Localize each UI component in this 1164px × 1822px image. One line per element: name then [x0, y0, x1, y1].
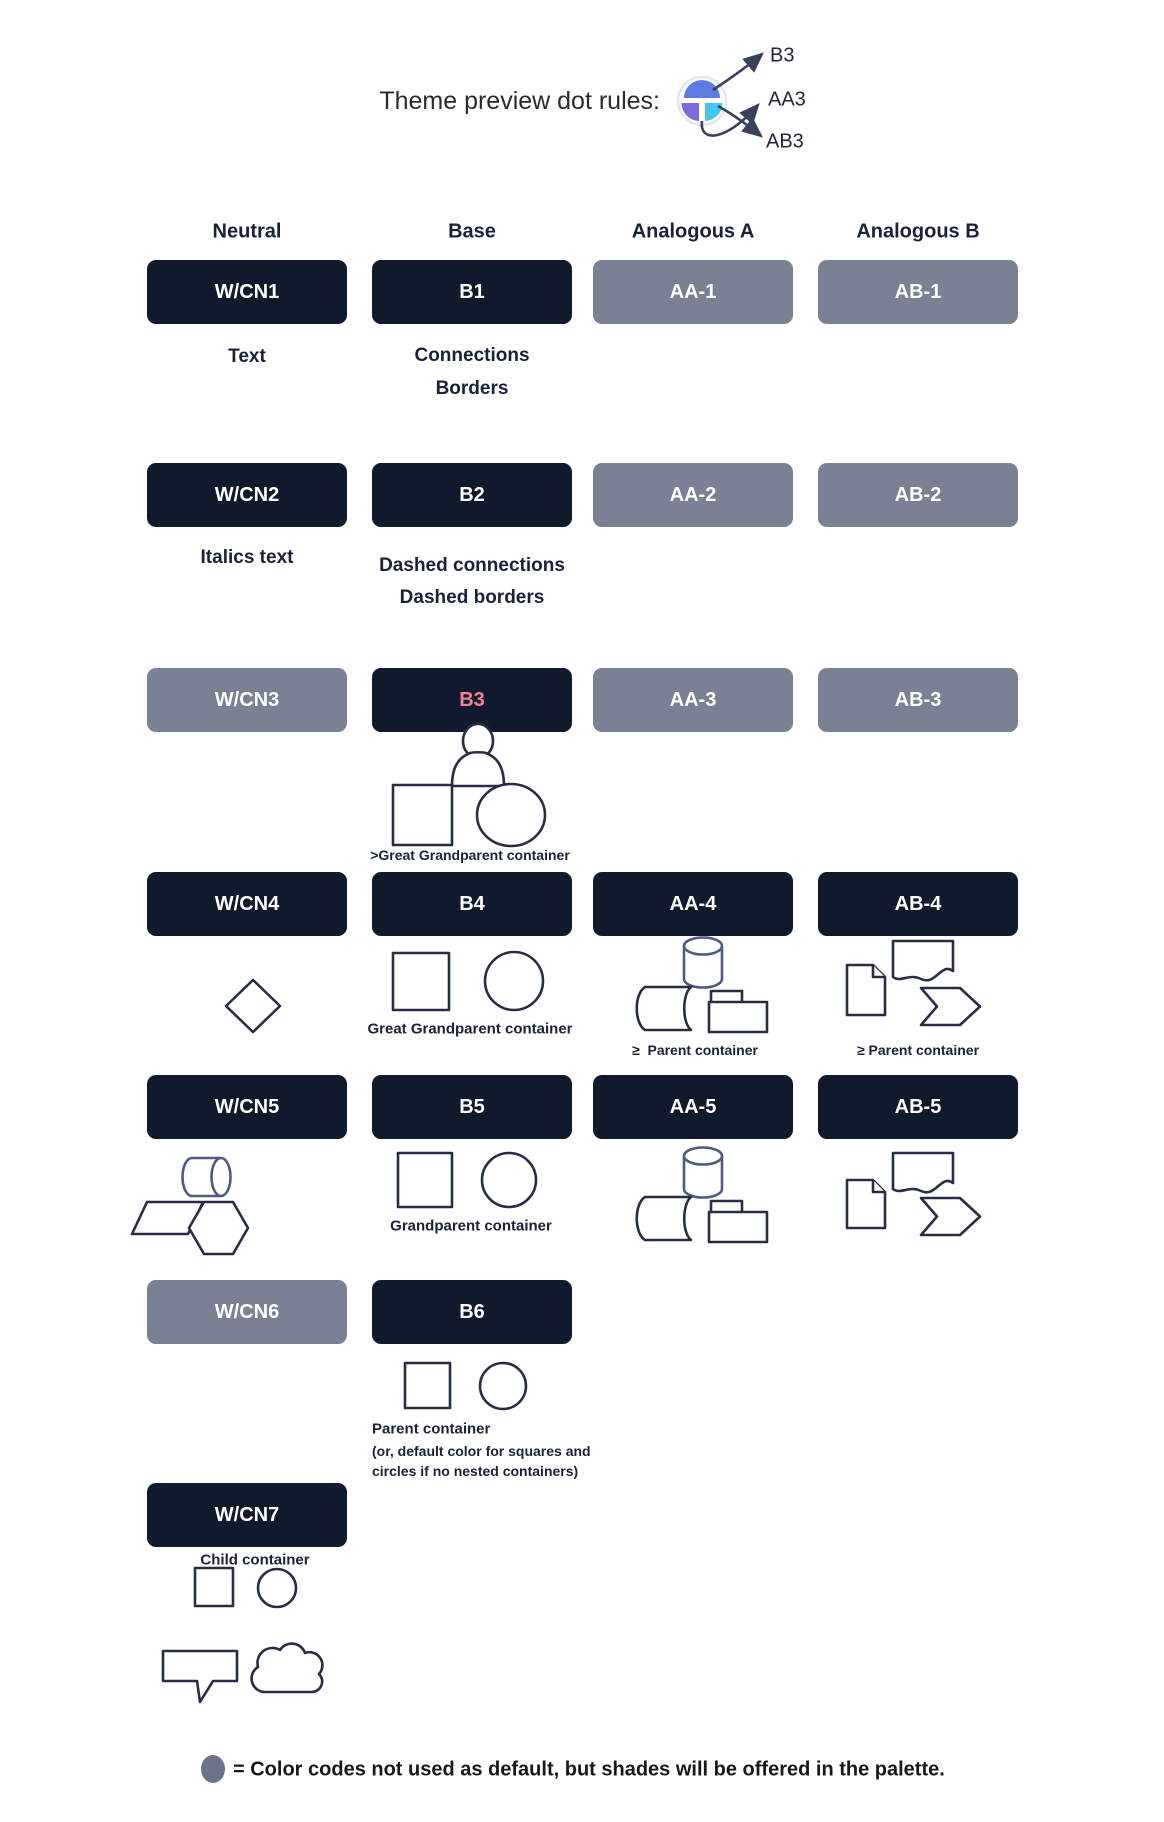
pill-b6: B6 [372, 1280, 572, 1344]
caption-child: Child container [200, 1551, 310, 1569]
pill-ab2: AB-2 [818, 463, 1018, 527]
theme-preview-dot-icon [678, 77, 726, 125]
pill-wcn7: W/CN7 [147, 1483, 347, 1547]
square-shape [405, 1363, 450, 1408]
caption-parent-sub2: circles if no nested containers) [372, 1463, 579, 1479]
note-fold-icon [873, 965, 885, 977]
ab5-shape-group [847, 1153, 980, 1235]
person-body-icon [452, 752, 504, 786]
caption-gte-parent-aa: ≥ Parent container [632, 1042, 758, 1058]
pill-wcn1: W/CN1 [147, 260, 347, 324]
pill-wcn2: W/CN2 [147, 463, 347, 527]
pill-aa2: AA-2 [593, 463, 793, 527]
legend-gray-dot-icon [201, 1755, 225, 1783]
pill-aa4: AA-4 [593, 872, 793, 936]
circle-shape [482, 1153, 536, 1207]
dot-rule-label-b3: B3 [770, 44, 795, 67]
pill-ab4: AB-4 [818, 872, 1018, 936]
note-text: Text [228, 346, 266, 367]
pill-wcn4: W/CN4 [147, 872, 347, 936]
pill-ab3: AB-3 [818, 668, 1018, 732]
caption-parent: Parent container [372, 1420, 491, 1438]
square-shape [195, 1568, 233, 1606]
aa5-shape-group [637, 1148, 767, 1243]
chevron-icon [921, 988, 980, 1025]
cylinder-top-icon [684, 1148, 722, 1165]
cloud-icon [252, 1644, 323, 1692]
pill-ab1: AB-1 [818, 260, 1018, 324]
pill-aa3: AA-3 [593, 668, 793, 732]
note-italics-text: Italics text [200, 547, 294, 568]
ellipse-shape [477, 784, 545, 846]
arrow-to-b3-icon [713, 54, 762, 90]
speech-bubble-icon [163, 1651, 237, 1702]
wavy-document-icon [893, 941, 953, 980]
note-dashed-borders: Dashed borders [399, 587, 545, 608]
square-shape [393, 953, 449, 1010]
chevron-icon [921, 1198, 980, 1235]
ab4-shape-group [847, 941, 980, 1025]
circle-shape [485, 952, 543, 1010]
caption-gt-great-grandparent: >Great Grandparent container [370, 847, 570, 863]
pill-aa5: AA-5 [593, 1075, 793, 1139]
horizontal-cylinder-cap-icon [212, 1158, 231, 1196]
caption-parent-sub1: (or, default color for squares and [372, 1443, 591, 1459]
legend-text: = Color codes not used as default, but shades will be offered in the palette. [233, 1758, 945, 1781]
pill-wcn6: W/CN6 [147, 1280, 347, 1344]
note-connections: Connections [414, 345, 530, 366]
circle-shape [480, 1363, 526, 1409]
pill-b5: B5 [372, 1075, 572, 1139]
b3-shape-group [393, 724, 545, 846]
pill-wcn3: W/CN3 [147, 668, 347, 732]
note-borders: Borders [435, 378, 509, 399]
dot-rule-label-aa3: AA3 [768, 88, 806, 111]
pill-ab5: AB-5 [818, 1075, 1018, 1139]
dot-rule-label-ab3: AB3 [766, 130, 804, 153]
stored-data-icon [637, 987, 691, 1030]
folder-icon [709, 1212, 767, 1242]
pill-b2: B2 [372, 463, 572, 527]
wcn7-shape-group [163, 1568, 322, 1702]
pill-b1: B1 [372, 260, 572, 324]
caption-grandparent: Grandparent container [390, 1217, 552, 1235]
wcn5-shape-group [132, 1158, 248, 1254]
diamond-shape [226, 980, 280, 1032]
cylinder-top-icon [684, 938, 722, 955]
aa4-shape-group [637, 938, 767, 1033]
square-shape [393, 785, 452, 845]
stored-data-icon [637, 1197, 691, 1240]
page-title: Theme preview dot rules: [379, 87, 660, 115]
pill-b3: B3 [372, 668, 572, 732]
circle-shape [258, 1569, 296, 1607]
column-header-analogous-a: Analogous A [631, 220, 755, 243]
square-shape [398, 1153, 452, 1207]
caption-gte-parent-ab: ≥ Parent container [856, 1042, 980, 1058]
column-header-base: Base [448, 220, 496, 243]
pill-wcn5: W/CN5 [147, 1075, 347, 1139]
column-header-neutral: Neutral [212, 220, 282, 243]
note-dashed-connections: Dashed connections [379, 555, 565, 576]
pill-b4: B4 [372, 872, 572, 936]
caption-great-grandparent: Great Grandparent container [367, 1020, 573, 1038]
folder-icon [709, 1002, 767, 1032]
column-header-analogous-b: Analogous B [856, 220, 980, 243]
wavy-document-icon [893, 1153, 953, 1192]
pill-aa1: AA-1 [593, 260, 793, 324]
